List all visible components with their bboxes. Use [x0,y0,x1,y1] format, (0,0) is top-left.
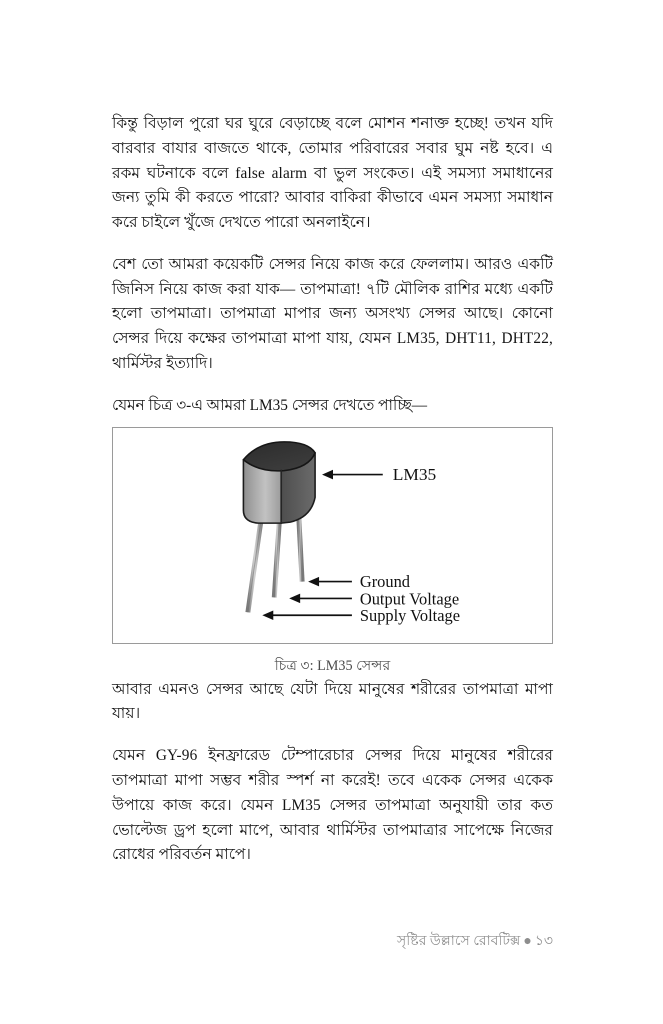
paragraph-4: যেমন GY-96 ইনফ্রারেড টেম্পারেচার সেন্সর দিয়ে মানুষের শরীরের তাপমাত্রা মাপা সম্ভব শরীর স্পর্শ না করেই! তবে একেক সেন্সর একেক উপায়ে কাজ করে। যেমন LM35 সেন্সর তাপমাত্রা অনুযায়ী তার কত ভোল্টেজ ড্রপ হলো মাপে, আবার থার্মিস্টর তাপমাত্রার সাপেক্ষে নিজের রোধের পরিবর্তন মাপে। [112,747,553,864]
lm35-package-body [243,442,315,523]
figure-3-lm35-sensor [112,427,553,644]
page-content [112,112,553,868]
page-footer [112,932,553,952]
callout-supply-voltage [262,607,460,626]
paragraph-1: কিন্তু বিড়াল পুরো ঘর ঘুরে বেড়াচ্ছে বলে মোশন শনাক্ত হচ্ছে! তখন যদি বারবার বাযার বাজতে থাকে, তোমার পরিবারের সবার ঘুম নষ্ট হবে। এ রকম ঘটনাকে বলে false alarm বা ভুল সংকেত। এই সমস্যা সমাধানের জন্য তুমি কী করতে পারো? আবার বাকিরা কীভাবে এমন সমস্যা সমাধান করে চাইলে খুঁজে দেখতে পারো অনলাইনে। [112,115,553,232]
paragraph-3: আবার এমনও সেন্সর আছে যেটা দিয়ে মানুষের শরীরের তাপমাত্রা মাপা যায়। [112,680,553,723]
footer-book-title: সৃষ্টির উল্লাসে রোবটিক্স [397,934,521,949]
callout-label-supply: Supply Voltage [359,606,461,626]
footer-page-number: ১৩ [534,934,553,949]
callout-lm35 [322,465,436,484]
callout-label-output: Output Voltage [359,589,460,609]
callout-ground [308,572,410,591]
paragraph-2: বেশ তো আমরা কয়েকটি সেন্সর নিয়ে কাজ করে ফেললাম। আরও একটি জিনিস নিয়ে কাজ করা যাক— তাপমাত্রা! ৭টি মৌলিক রাশির মধ্যে একটি হলো তাপমাত্রা। তাপমাত্রা মাপার জন্য অসংখ্য সেন্সর আছে। কোনো সেন্সর দিয়ে কক্ষের তাপমাত্রা মাপা যায়, যেমন LM35, DHT11, DHT22, থার্মিস্টর ইত্যাদি। [112,255,553,372]
callout-label-lm35: LM35 [392,465,437,485]
callout-label-ground: Ground [359,572,411,592]
figure-intro-text: যেমন চিত্র ৩-এ আমরা LM35 সেন্সর দেখতে পাচ্ছি— [112,396,428,414]
lm35-transistor-illustration [113,428,552,643]
figure-caption: চিত্র ৩: LM35 সেন্সর [274,658,391,675]
footer-separator-dot: ● [523,934,532,949]
